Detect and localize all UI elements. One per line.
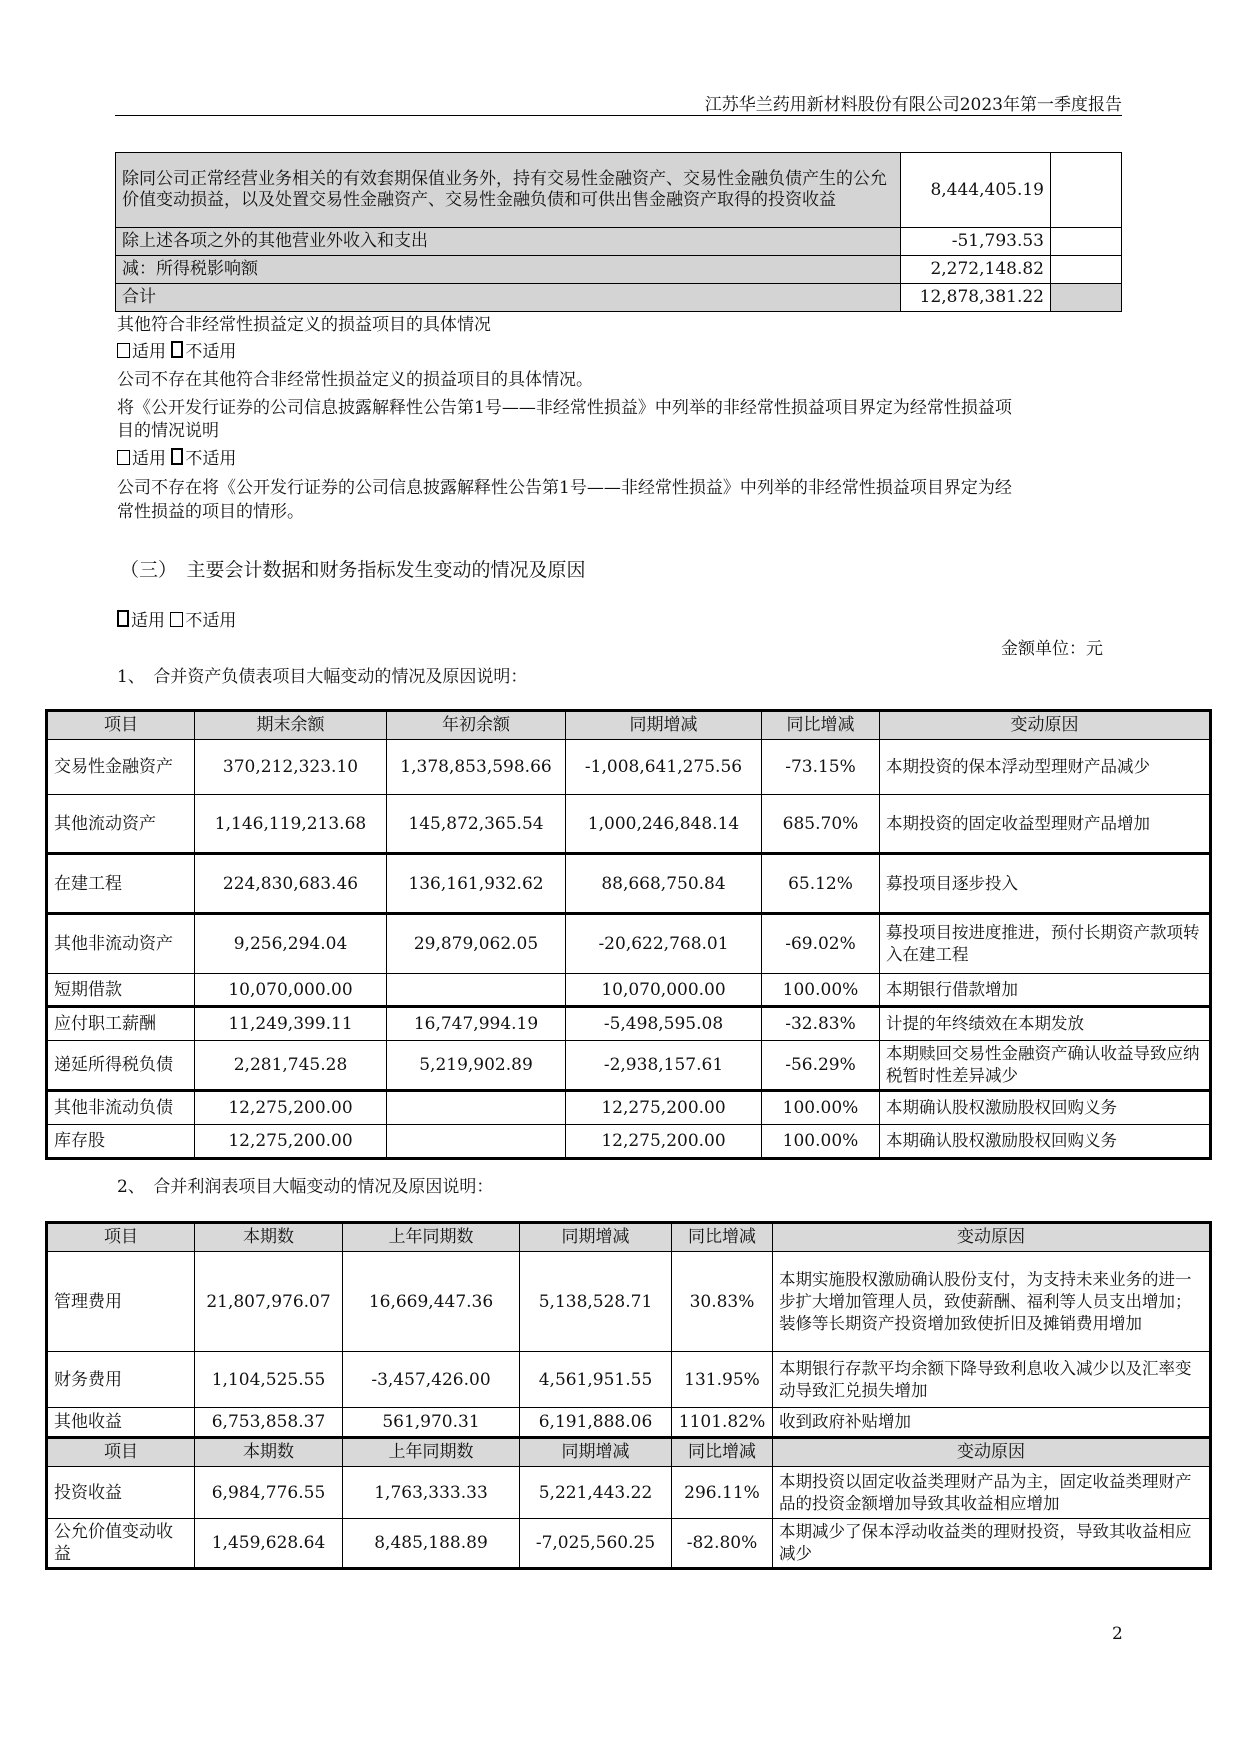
table-cell: 100.00% <box>762 1125 880 1159</box>
table-header-row <box>47 1223 1211 1252</box>
table-cell: 10,070,000.00 <box>195 974 387 1007</box>
paragraph: 目的情况说明 <box>117 421 219 441</box>
table-cell: 1,378,853,598.66 <box>387 740 566 795</box>
paragraph: 公司不存在将《公开发行证券的公司信息披露解释性公告第1号——非经常性损益》中列举的非经常性损益项目界定为经 <box>117 478 1012 498</box>
table-cell: 本期银行借款增加 <box>880 974 1211 1007</box>
table-cell: -20,622,768.01 <box>566 914 762 974</box>
table-cell: 同比增减 <box>762 711 880 740</box>
subsection-2: 2、 合并利润表项目大幅变动的情况及原因说明： <box>117 1177 494 1197</box>
table-cell: 本期数 <box>195 1223 343 1252</box>
table-cell: 募投项目逐步投入 <box>880 854 1211 914</box>
table-row <box>47 854 1211 914</box>
table-cell: -2,938,157.61 <box>566 1041 762 1091</box>
section-heading: （三） 主要会计数据和财务指标发生变动的情况及原因 <box>120 559 586 581</box>
table-cell: 同比增减 <box>672 1438 773 1467</box>
table-cell: 本期赎回交易性金融资产确认收益导致应纳税暂时性差异减少 <box>880 1041 1211 1091</box>
table-cell: 收到政府补贴增加 <box>773 1408 1211 1438</box>
table-cell: 同期增减 <box>520 1438 672 1467</box>
paragraph: 公司不存在其他符合非经常性损益定义的损益项目的具体情况。 <box>117 370 593 390</box>
table-cell: 上年同期数 <box>343 1223 520 1252</box>
table-cell: 9,256,294.04 <box>195 914 387 974</box>
table-cell: 10,070,000.00 <box>566 974 762 1007</box>
table-cell: 12,275,200.00 <box>195 1091 387 1125</box>
table-cell: 同比增减 <box>672 1223 773 1252</box>
table-row <box>47 1352 1211 1408</box>
checkbox-checked-icon <box>171 448 183 465</box>
checkbox-line: 适用 不适用 <box>117 337 236 362</box>
table-cell: 管理费用 <box>47 1252 195 1352</box>
table-cell: 投资收益 <box>47 1467 195 1519</box>
table-cell: 145,872,365.54 <box>387 795 566 854</box>
table-row <box>116 256 1122 284</box>
table-cell: 项目 <box>47 711 195 740</box>
table-cell: 2,272,148.82 <box>901 256 1051 284</box>
table-cell: 本期减少了保本浮动收益类的理财投资，导致其收益相应减少 <box>773 1519 1211 1569</box>
unit-label: 金额单位：元 <box>1001 639 1103 659</box>
table-cell: 除上述各项之外的其他营业外收入和支出 <box>116 228 901 256</box>
table-cell: 65.12% <box>762 854 880 914</box>
table-cell: 本期银行存款平均余额下降导致利息收入减少以及汇率变动导致汇兑损失增加 <box>773 1352 1211 1408</box>
table-cell <box>387 974 566 1007</box>
table-cell: -1,008,641,275.56 <box>566 740 762 795</box>
table-cell: 本期投资的保本浮动型理财产品减少 <box>880 740 1211 795</box>
table-cell: 30.83% <box>672 1252 773 1352</box>
subsection-1: 1、 合并资产负债表项目大幅变动的情况及原因说明： <box>117 667 528 687</box>
page-number: 2 <box>1112 1624 1123 1644</box>
table-row <box>47 1252 1211 1352</box>
table-cell: 财务费用 <box>47 1352 195 1408</box>
table-cell: 募投项目按进度推进，预付长期资产款项转入在建工程 <box>880 914 1211 974</box>
checkbox-unchecked-icon <box>170 612 183 627</box>
table-cell: 8,444,405.19 <box>901 153 1051 228</box>
table-cell: 29,879,062.05 <box>387 914 566 974</box>
table-cell: 8,485,188.89 <box>343 1519 520 1569</box>
table-cell: 公允价值变动收益 <box>47 1519 195 1569</box>
paragraph: 将《公开发行证券的公司信息披露解释性公告第1号——非经常性损益》中列举的非经常性损益项目界定为经常性损益项 <box>117 398 1012 418</box>
table-cell: 计提的年终绩效在本期发放 <box>880 1007 1211 1041</box>
table-cell: 变动原因 <box>773 1438 1211 1467</box>
table-cell <box>1051 256 1122 284</box>
table-cell <box>1051 228 1122 256</box>
table-row <box>47 914 1211 974</box>
checkbox-unchecked-icon <box>117 450 130 465</box>
table-cell: 1,104,525.55 <box>195 1352 343 1408</box>
table-row <box>47 795 1211 854</box>
checkbox-line: 适用 不适用 <box>117 606 236 631</box>
table-cell: 131.95% <box>672 1352 773 1408</box>
table-cell: 296.11% <box>672 1467 773 1519</box>
table-cell: 项目 <box>47 1223 195 1252</box>
table-cell: 递延所得税负债 <box>47 1041 195 1091</box>
table-cell <box>387 1125 566 1159</box>
table-cell: 库存股 <box>47 1125 195 1159</box>
table-cell: 561,970.31 <box>343 1408 520 1438</box>
table-cell: 685.70% <box>762 795 880 854</box>
table-row <box>47 1041 1211 1091</box>
table-cell: 12,878,381.22 <box>901 284 1051 312</box>
table-cell: 21,807,976.07 <box>195 1252 343 1352</box>
table-cell: 其他流动资产 <box>47 795 195 854</box>
table-row <box>47 1408 1211 1438</box>
table-header-row <box>47 711 1211 740</box>
table-cell: -32.83% <box>762 1007 880 1041</box>
table-cell: -3,457,426.00 <box>343 1352 520 1408</box>
table-cell: 5,138,528.71 <box>520 1252 672 1352</box>
table-cell: 减：所得税影响额 <box>116 256 901 284</box>
income-statement-changes-table <box>45 1221 1212 1570</box>
table-cell: 其他非流动资产 <box>47 914 195 974</box>
table-cell: 变动原因 <box>773 1223 1211 1252</box>
table-cell: 16,747,994.19 <box>387 1007 566 1041</box>
table-cell: 变动原因 <box>880 711 1211 740</box>
table-cell: 6,753,858.37 <box>195 1408 343 1438</box>
table-row <box>116 284 1122 312</box>
table-cell: 100.00% <box>762 974 880 1007</box>
table-cell: 1101.82% <box>672 1408 773 1438</box>
checkbox-checked-icon <box>171 341 183 358</box>
table-cell: 同期增减 <box>566 711 762 740</box>
table-row <box>47 1007 1211 1041</box>
table-cell: -69.02% <box>762 914 880 974</box>
table-cell: 本期实施股权激励确认股份支付，为支持未来业务的进一步扩大增加管理人员，致使薪酬、福利等人员支出增加；装修等长期资产投资增加致使折旧及摊销费用增加 <box>773 1252 1211 1352</box>
page-header: 江苏华兰药用新材料股份有限公司2023年第一季度报告 <box>704 95 1122 115</box>
table-row <box>47 974 1211 1007</box>
table-cell: 本期投资的固定收益型理财产品增加 <box>880 795 1211 854</box>
table-cell: 其他收益 <box>47 1408 195 1438</box>
table-cell: 1,000,246,848.14 <box>566 795 762 854</box>
table-cell: 除同公司正常经营业务相关的有效套期保值业务外，持有交易性金融资产、交易性金融负债产生的公允价值变动损益，以及处置交易性金融资产、交易性金融负债和可供出售金融资产取得的投资收益 <box>116 153 901 228</box>
table-cell: 在建工程 <box>47 854 195 914</box>
table-row <box>47 740 1211 795</box>
table-cell: 上年同期数 <box>343 1438 520 1467</box>
table-cell: 短期借款 <box>47 974 195 1007</box>
table-cell: -82.80% <box>672 1519 773 1569</box>
table-cell: 1,459,628.64 <box>195 1519 343 1569</box>
table-cell: 1,763,333.33 <box>343 1467 520 1519</box>
table-cell: 2,281,745.28 <box>195 1041 387 1091</box>
table-cell: 12,275,200.00 <box>195 1125 387 1159</box>
table-row <box>47 1467 1211 1519</box>
table-cell: 同期增减 <box>520 1223 672 1252</box>
table-row <box>116 228 1122 256</box>
table-cell: 4,561,951.55 <box>520 1352 672 1408</box>
table-cell: 88,668,750.84 <box>566 854 762 914</box>
table-cell: 本期确认股权激励股权回购义务 <box>880 1091 1211 1125</box>
table-cell: -7,025,560.25 <box>520 1519 672 1569</box>
table-cell: 16,669,447.36 <box>343 1252 520 1352</box>
table-cell: 1,146,119,213.68 <box>195 795 387 854</box>
table-cell: 项目 <box>47 1438 195 1467</box>
table-cell: -5,498,595.08 <box>566 1007 762 1041</box>
table-cell: 6,984,776.55 <box>195 1467 343 1519</box>
paragraph: 常性损益的项目的情形。 <box>117 502 304 522</box>
table-cell: 期末余额 <box>195 711 387 740</box>
table-cell: 136,161,932.62 <box>387 854 566 914</box>
table-cell: 370,212,323.10 <box>195 740 387 795</box>
table-cell <box>1051 284 1122 312</box>
table-header-row <box>47 1438 1211 1467</box>
table-row <box>116 153 1122 228</box>
table-cell: 本期投资以固定收益类理财产品为主，固定收益类理财产品的投资金额增加导致其收益相应增加 <box>773 1467 1211 1519</box>
table-cell: 100.00% <box>762 1091 880 1125</box>
table-cell: 本期确认股权激励股权回购义务 <box>880 1125 1211 1159</box>
header-rule <box>115 115 1122 116</box>
table-cell: 11,249,399.11 <box>195 1007 387 1041</box>
table-cell: -51,793.53 <box>901 228 1051 256</box>
table-cell: 合计 <box>116 284 901 312</box>
table-cell: 年初余额 <box>387 711 566 740</box>
table-cell: 其他非流动负债 <box>47 1091 195 1125</box>
checkbox-checked-icon <box>117 610 129 627</box>
table-cell: 应付职工薪酬 <box>47 1007 195 1041</box>
table-cell: 224,830,683.46 <box>195 854 387 914</box>
table-cell <box>387 1091 566 1125</box>
table-cell: -56.29% <box>762 1041 880 1091</box>
checkbox-line: 适用 不适用 <box>117 444 236 469</box>
checkbox-unchecked-icon <box>117 343 130 358</box>
table-cell: 12,275,200.00 <box>566 1125 762 1159</box>
table-cell: 6,191,888.06 <box>520 1408 672 1438</box>
nonrecurring-table <box>115 152 1122 312</box>
table-cell: 12,275,200.00 <box>566 1091 762 1125</box>
table-row <box>47 1125 1211 1159</box>
table-row <box>47 1519 1211 1569</box>
table-cell: -73.15% <box>762 740 880 795</box>
table-cell <box>1051 153 1122 228</box>
table-cell: 交易性金融资产 <box>47 740 195 795</box>
paragraph: 其他符合非经常性损益定义的损益项目的具体情况 <box>117 315 491 335</box>
balance-sheet-changes-table <box>45 709 1212 1160</box>
table-cell: 5,219,902.89 <box>387 1041 566 1091</box>
table-cell: 5,221,443.22 <box>520 1467 672 1519</box>
table-cell: 本期数 <box>195 1438 343 1467</box>
table-row <box>47 1091 1211 1125</box>
